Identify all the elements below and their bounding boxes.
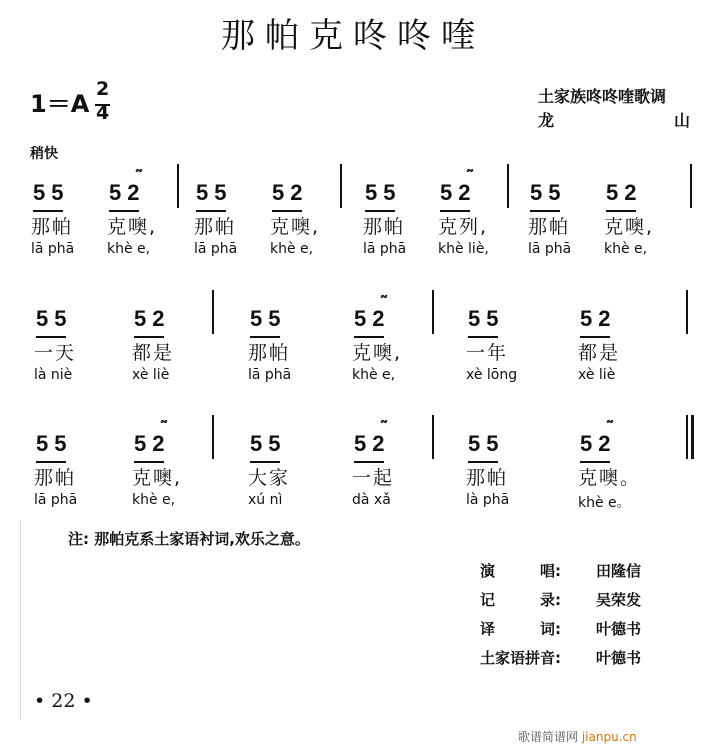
lyric: 那帕 bbox=[34, 467, 77, 489]
pinyin: lā phā bbox=[194, 241, 238, 257]
mordent-icon: 𝆗 bbox=[380, 413, 387, 427]
lyric: 都是 bbox=[132, 342, 175, 364]
bar-line bbox=[507, 164, 509, 208]
pinyin: khè e, bbox=[107, 241, 151, 257]
key-signature: 1＝A bbox=[30, 90, 90, 118]
credit-name: 叶德书 bbox=[596, 649, 642, 667]
lyric: 那帕 bbox=[466, 467, 509, 489]
lyric: 那帕 bbox=[194, 216, 237, 238]
pinyin: lā phā bbox=[248, 367, 292, 383]
lyric: 克噢, bbox=[132, 467, 183, 489]
lyric: 克噢, bbox=[352, 342, 403, 364]
region-right: 山 bbox=[674, 111, 691, 130]
note-group: 55 bbox=[250, 431, 286, 457]
credit-name: 吴荣发 bbox=[596, 591, 642, 609]
watermark-text: 歌谱简谱网 bbox=[518, 730, 579, 744]
pinyin: là phā bbox=[466, 492, 510, 508]
lyric: 克列, bbox=[438, 216, 489, 238]
lyric: 那帕 bbox=[248, 342, 291, 364]
pinyin: lā phā bbox=[34, 492, 78, 508]
scan-line bbox=[20, 520, 21, 720]
time-sig-top: 2 bbox=[96, 78, 110, 100]
lyric: 都是 bbox=[578, 342, 621, 364]
source-label: 土家族咚咚喹歌调 bbox=[538, 87, 667, 106]
lyric: 克噢。 bbox=[578, 467, 642, 489]
pinyin: lā phā bbox=[363, 241, 407, 257]
note-group: 52 bbox=[134, 306, 170, 332]
note-group: 52 bbox=[134, 431, 170, 457]
note-group: 52 bbox=[580, 306, 616, 332]
time-sig-bottom: 4 bbox=[96, 102, 110, 124]
note-group: 55 bbox=[530, 180, 566, 206]
pinyin: khè e, bbox=[132, 492, 176, 508]
note-group: 52 bbox=[109, 180, 145, 206]
lyric: 克噢, bbox=[107, 216, 158, 238]
note-group: 52 bbox=[580, 431, 616, 457]
note-group: 52 bbox=[354, 306, 390, 332]
pinyin: khè e, bbox=[270, 241, 314, 257]
lyric: 大家 bbox=[248, 467, 291, 489]
lyric: 克噢, bbox=[604, 216, 655, 238]
footnote: 注: 那帕克系土家语衬词,欢乐之意。 bbox=[68, 530, 310, 548]
page-number: • 22 • bbox=[34, 690, 93, 712]
note-group: 55 bbox=[365, 180, 401, 206]
bar-line bbox=[432, 415, 434, 459]
note-group: 55 bbox=[36, 431, 72, 457]
pinyin: xè liè bbox=[132, 367, 170, 383]
pinyin: là niè bbox=[34, 367, 73, 383]
note-group: 52 bbox=[354, 431, 390, 457]
credit-role: 记 录: bbox=[480, 591, 561, 609]
bar-line bbox=[686, 290, 688, 334]
credit-name: 叶德书 bbox=[596, 620, 642, 638]
pinyin: khè e。 bbox=[578, 495, 631, 511]
bar-line bbox=[177, 164, 179, 208]
pinyin: lā phā bbox=[31, 241, 75, 257]
lyric: 一天 bbox=[34, 342, 77, 364]
lyric: 一起 bbox=[352, 467, 395, 489]
pinyin: lā phā bbox=[528, 241, 572, 257]
note-group: 52 bbox=[606, 180, 642, 206]
lyric: 克噢, bbox=[270, 216, 321, 238]
note-group: 52 bbox=[272, 180, 308, 206]
pinyin: xè lōng bbox=[466, 367, 518, 383]
lyric: 那帕 bbox=[363, 216, 406, 238]
mordent-icon: 𝆗 bbox=[606, 413, 613, 427]
watermark bbox=[518, 728, 637, 745]
credit-role: 译 词: bbox=[480, 620, 561, 638]
credit-role: 演 唱: bbox=[480, 562, 561, 580]
note-group: 55 bbox=[196, 180, 232, 206]
note-group: 55 bbox=[468, 306, 504, 332]
bar-line bbox=[690, 164, 692, 208]
pinyin: khè liè, bbox=[438, 241, 489, 257]
tempo-marking: 稍快 bbox=[30, 146, 58, 162]
pinyin: xè liè bbox=[578, 367, 616, 383]
note-group: 55 bbox=[33, 180, 69, 206]
bar-line bbox=[432, 290, 434, 334]
bar-line bbox=[212, 290, 214, 334]
mordent-icon: 𝆗 bbox=[135, 162, 142, 176]
mordent-icon: 𝆗 bbox=[466, 162, 473, 176]
bar-line bbox=[686, 415, 688, 459]
note-group: 52 bbox=[440, 180, 476, 206]
note-group: 55 bbox=[468, 431, 504, 457]
song-title: 那帕克咚咚喹 bbox=[221, 16, 485, 56]
watermark-domain: jianpu.cn bbox=[581, 730, 637, 744]
credit-role: 土家语拼音: bbox=[480, 649, 561, 667]
pinyin: khè e, bbox=[352, 367, 396, 383]
credit-name: 田隆信 bbox=[596, 562, 642, 580]
lyric: 那帕 bbox=[528, 216, 571, 238]
region-left: 龙 bbox=[538, 111, 555, 130]
mordent-icon: 𝆗 bbox=[160, 413, 167, 427]
bar-line bbox=[340, 164, 342, 208]
note-group: 55 bbox=[250, 306, 286, 332]
pinyin: dà xǎ bbox=[352, 492, 391, 508]
mordent-icon: 𝆗 bbox=[380, 288, 387, 302]
bar-line bbox=[212, 415, 214, 459]
note-group: 55 bbox=[36, 306, 72, 332]
final-bar-line bbox=[691, 415, 694, 459]
lyric: 那帕 bbox=[31, 216, 74, 238]
lyric: 一年 bbox=[466, 342, 509, 364]
pinyin: khè e, bbox=[604, 241, 648, 257]
pinyin: xú nì bbox=[248, 492, 283, 508]
